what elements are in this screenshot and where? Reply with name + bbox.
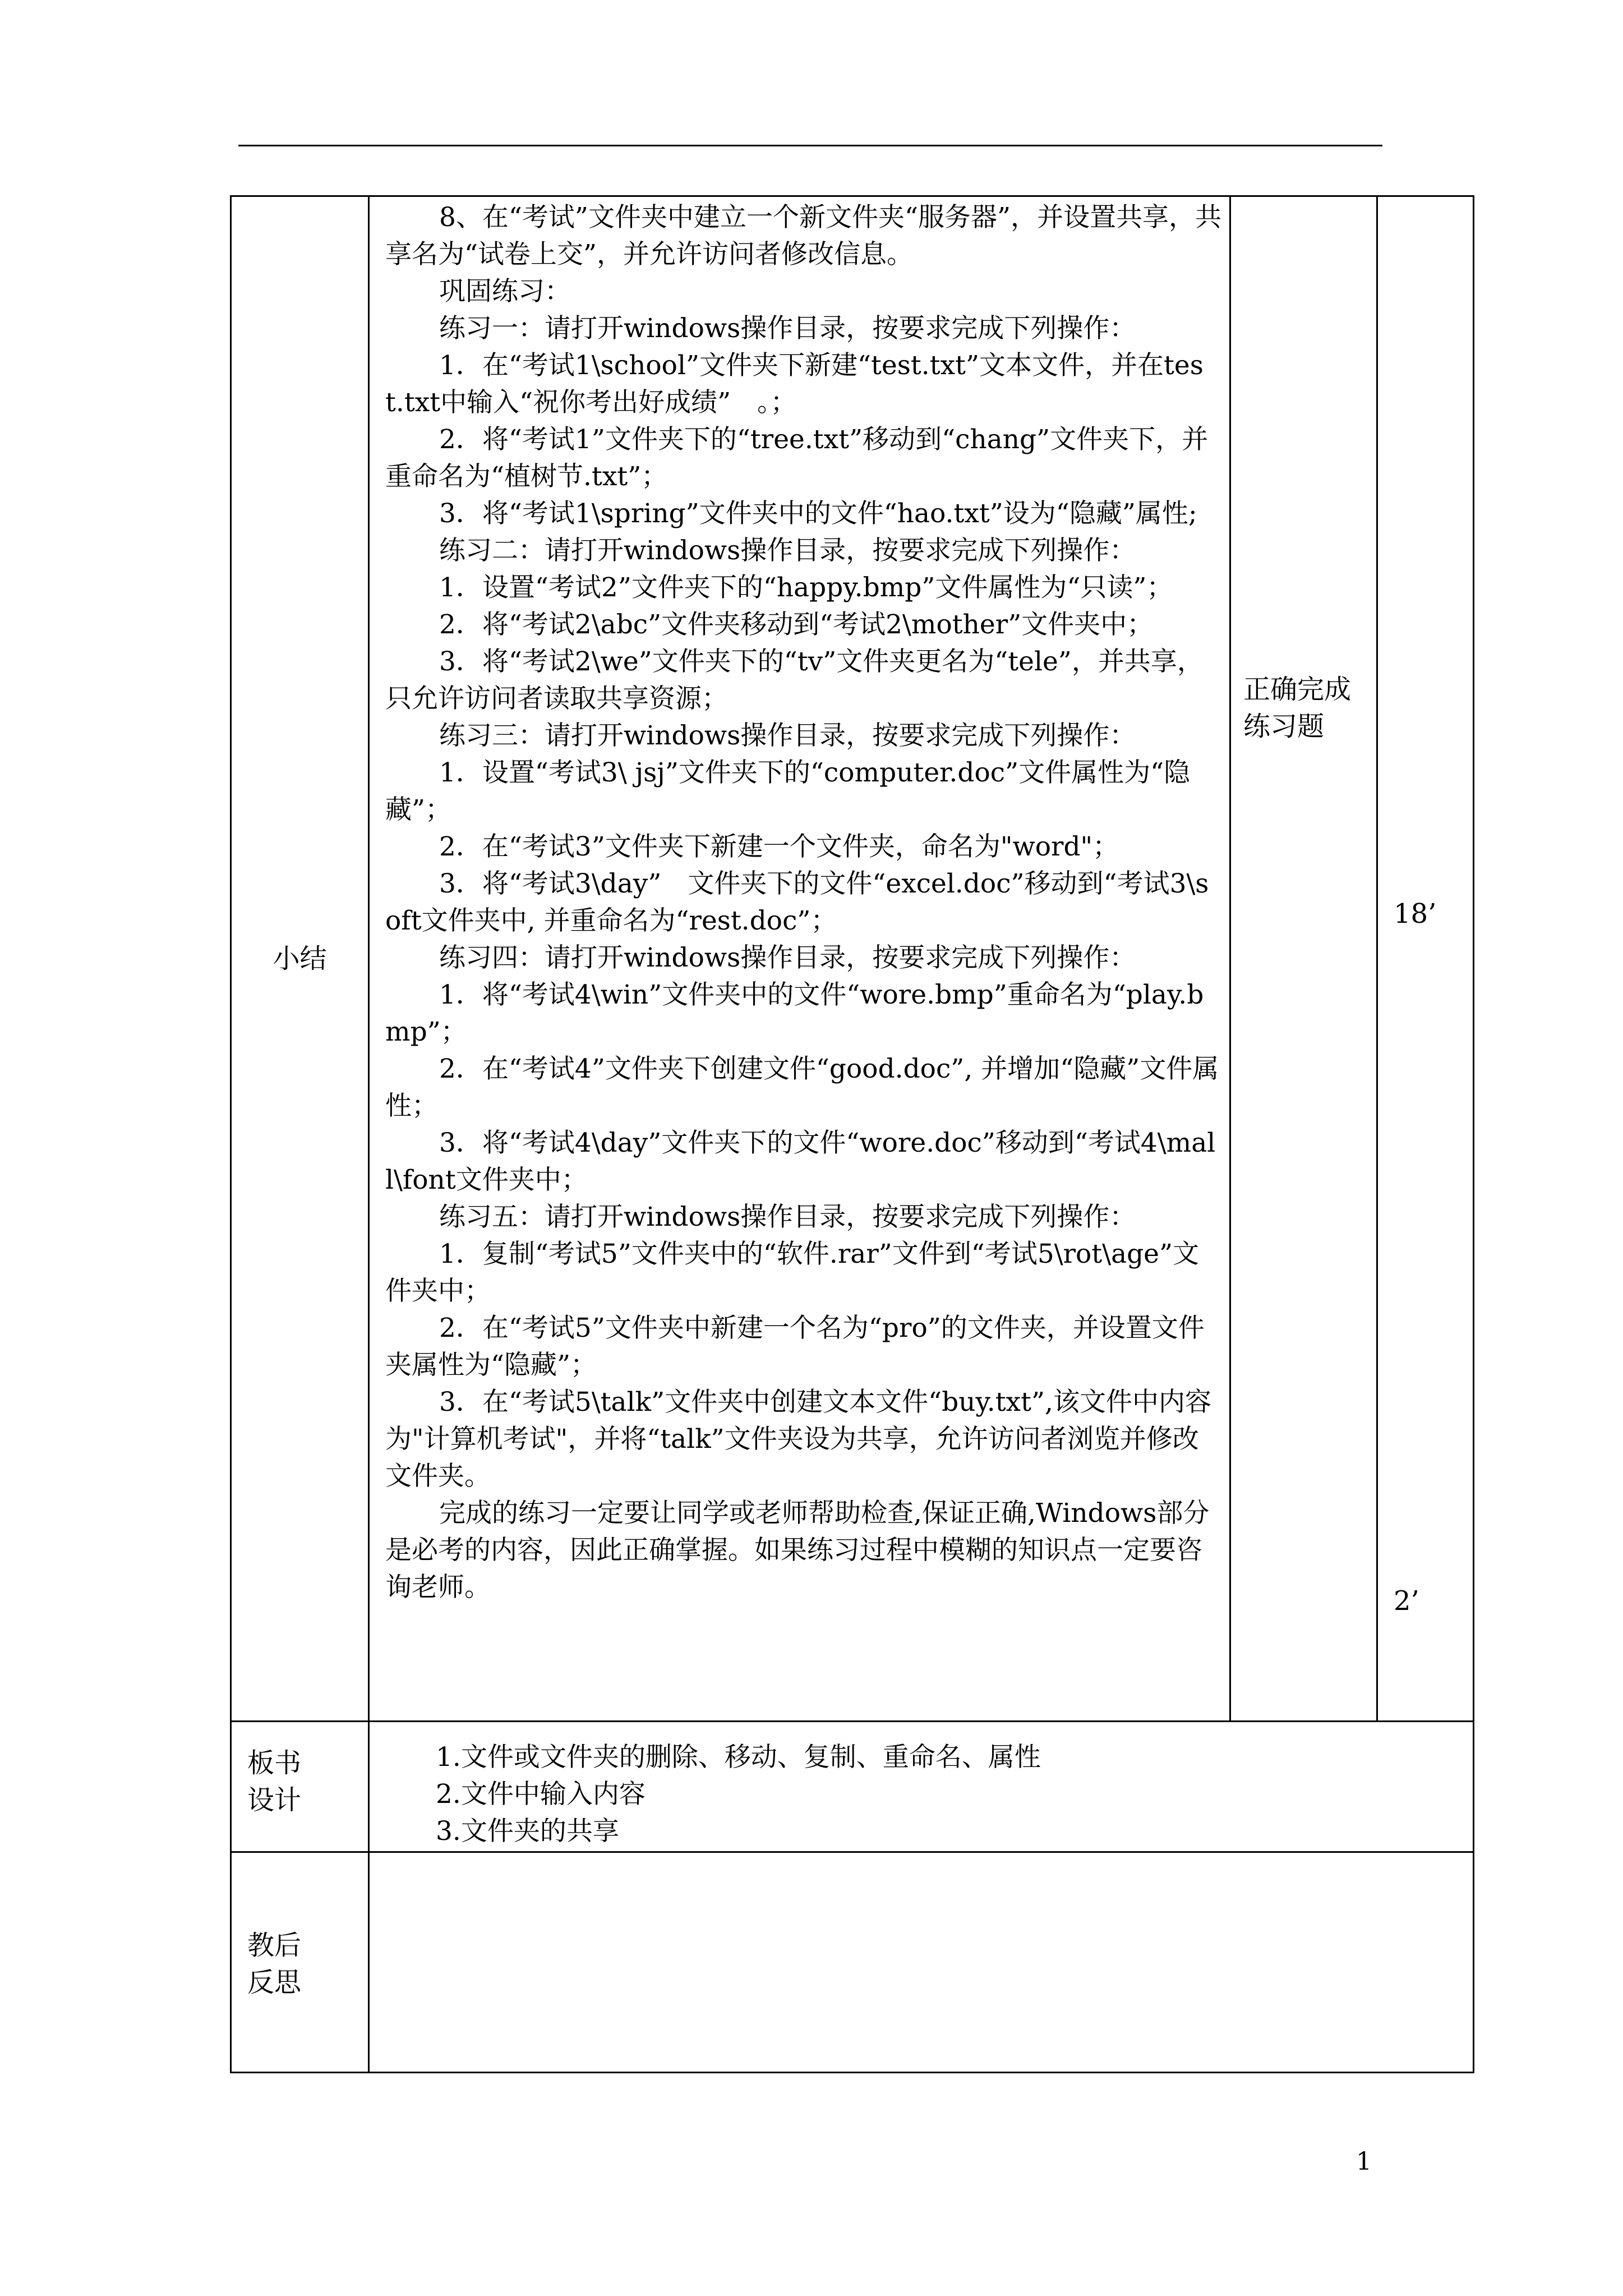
content-paragraph: 1．设置“考试3\ jsj”文件夹下的“computer.doc”文件属性为“隐藏”； xyxy=(385,757,1191,825)
board-label-cell xyxy=(231,1722,369,1852)
content-paragraph: 3．将“考试4\day”文件夹下的文件“wore.doc”移动到“考试4\mall\font文件夹中； xyxy=(385,1128,1216,1195)
content-paragraph: 1．将“考试4\win”文件夹中的文件“wore.bmp”重命名为“play.bmp”； xyxy=(385,979,1204,1047)
content-paragraph: 练习三：请打开windows操作目录，按要求完成下列操作： xyxy=(439,720,1136,751)
content-paragraph: 练习二：请打开windows操作目录，按要求完成下列操作： xyxy=(439,535,1136,566)
content-paragraph: 3．将“考试2\we”文件夹下的“tv”文件夹更名为“tele”，并共享，只允许访问者读取共享资源； xyxy=(385,646,1204,714)
content-paragraph: 练习一：请打开windows操作目录，按要求完成下列操作： xyxy=(439,313,1136,344)
content-paragraph: 练习五：请打开windows操作目录，按要求完成下列操作： xyxy=(439,1202,1136,1232)
board-item: 2.文件中输入内容 xyxy=(436,1779,645,1810)
board-item: 3.文件夹的共享 xyxy=(436,1816,619,1847)
content-paragraph: 2．将“考试1”文件夹下的“tree.txt”移动到“chang”文件夹下，并重命名为“植树节.txt”； xyxy=(385,424,1209,492)
reflection-content-cell xyxy=(369,1852,1474,2073)
content-paragraph: 3．将“考试3\day” 文件夹下的文件“excel.doc”移动到“考试3\soft文件夹中, 并重命名为“rest.doc”； xyxy=(385,868,1209,936)
content-paragraph: 2．在“考试5”文件夹中新建一个名为“pro”的文件夹，并设置文件夹属性为“隐藏”； xyxy=(385,1313,1205,1381)
goal-cell xyxy=(1230,196,1377,1722)
content-paragraph: 8、在“考试”文件夹中建立一个新文件夹“服务器”，并设置共享，共享名为“试卷上交”，并允许访问者修改信息。 xyxy=(385,202,1222,270)
content-paragraph: 3．将“考试1\spring”文件夹中的文件“hao.txt”设为“隐藏”属性; xyxy=(439,498,1197,529)
summary-label-cell xyxy=(231,196,369,1722)
page-number: 1 xyxy=(1356,2147,1372,2176)
summary-row xyxy=(231,196,1474,1722)
reflection-row xyxy=(231,1852,1474,2073)
content-paragraph: 1．复制“考试5”文件夹中的“软件.rar”文件到“考试5\rot\age”文件夹中； xyxy=(385,1239,1200,1306)
content-paragraph: 练习四：请打开windows操作目录，按要求完成下列操作： xyxy=(439,942,1136,973)
content-paragraph: 1．在“考试1\school”文件夹下新建“test.txt”文本文件，并在test.txt中输入“祝你考出好成绩” 。； xyxy=(385,350,1204,418)
summary-content-cell xyxy=(369,196,1230,1722)
reflection-label: 教后反思 xyxy=(247,1930,302,1998)
header-rule xyxy=(238,145,1382,146)
content-paragraph: 2．在“考试3”文件夹下新建一个文件夹，命名为"word"； xyxy=(439,831,1119,862)
content-paragraph: 1．设置“考试2”文件夹下的“happy.bmp”文件属性为“只读”； xyxy=(439,572,1173,603)
board-item: 1.文件或文件夹的删除、移动、复制、重命名、属性 xyxy=(436,1742,1041,1773)
board-label: 板书设计 xyxy=(247,1747,302,1816)
lesson-plan-table xyxy=(230,195,1474,2073)
content-paragraph: 巩固练习： xyxy=(439,276,571,307)
reflection-label-cell xyxy=(231,1852,369,2073)
content-paragraph: 完成的练习一定要让同学或老师帮助检查,保证正确,Windows部分是必考的内容，因此正确掌握。如果练习过程中模糊的知识点一定要咨询老师。 xyxy=(385,1498,1210,1603)
goal-text: 正确完成练习题 xyxy=(1243,674,1352,742)
time-1: 18’ xyxy=(1394,898,1437,930)
board-row xyxy=(231,1722,1474,1852)
time-2: 2’ xyxy=(1394,1585,1419,1617)
board-content-cell xyxy=(369,1722,1474,1852)
board-content xyxy=(370,1722,1473,1850)
content-paragraph: 2．将“考试2\abc”文件夹移动到“考试2\mother”文件夹中； xyxy=(439,609,1154,640)
summary-content xyxy=(370,197,1229,1606)
time-cell xyxy=(1377,196,1474,1722)
content-paragraph: 2．在“考试4”文件夹下创建文件“good.doc”, 并增加“隐藏”文件属性； xyxy=(385,1053,1219,1121)
content-paragraph: 3．在“考试5\talk”文件夹中创建文本文件“buy.txt”,该文件中内容为"计算机考试"，并将“talk”文件夹设为共享，允许访问者浏览并修改文件夹。 xyxy=(385,1387,1211,1492)
summary-label: 小结 xyxy=(273,943,327,974)
